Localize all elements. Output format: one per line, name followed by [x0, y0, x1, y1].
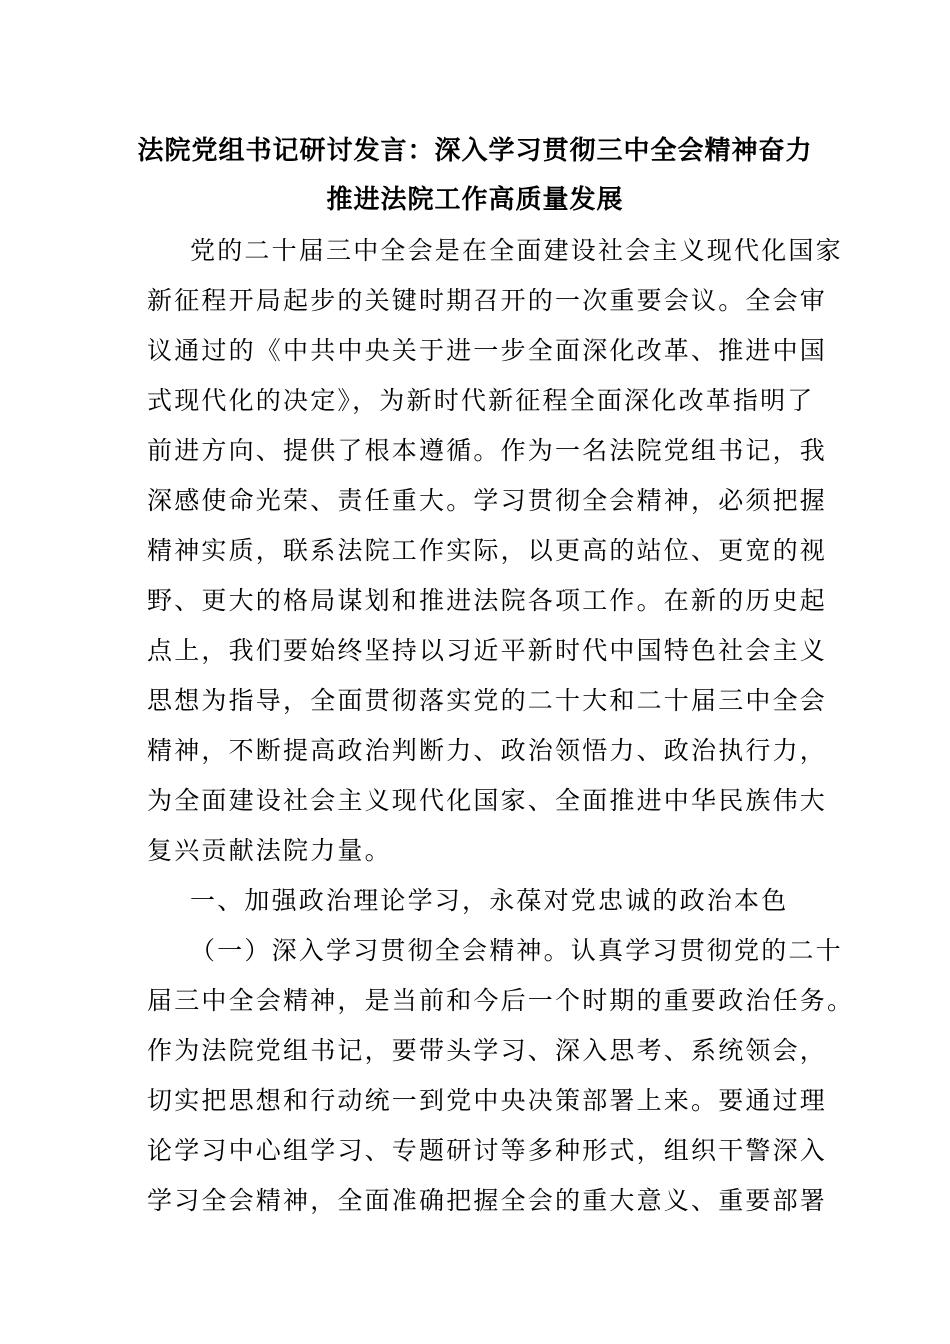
- paragraph-line: 作为法院党组书记，要带头学习、深入思考、系统领会，: [147, 1036, 828, 1065]
- paragraph-line: 式现代化的决定》，为新时代新征程全面深化改革指明了: [147, 386, 815, 415]
- document-title-line-2: 推进法院工作高质量发展: [326, 185, 624, 215]
- paragraph-line: 野、更大的格局谋划和推进法院各项工作。在新的历史起: [147, 586, 828, 615]
- paragraph-line: 精神，不断提高政治判断力、政治领悟力、政治执行力，: [147, 736, 828, 765]
- paragraph-line: 届三中全会精神，是当前和今后一个时期的重要政治任务。: [147, 986, 855, 1015]
- document-title-line-1: 法院党组书记研讨发言：深入学习贯彻三中全会精神奋力: [137, 136, 813, 166]
- paragraph-line: 前进方向、提供了根本遵循。作为一名法院党组书记，我: [147, 436, 828, 465]
- paragraph-line: 切实把思想和行动统一到党中央决策部署上来。要通过理: [147, 1086, 828, 1115]
- paragraph-line: 党的二十届三中全会是在全面建设社会主义现代化国家: [190, 236, 843, 265]
- paragraph-line: 思想为指导，全面贯彻落实党的二十大和二十届三中全会: [147, 686, 828, 715]
- paragraph-line: 学习全会精神，全面准确把握全会的重大意义、重要部署: [147, 1186, 828, 1215]
- paragraph-line: 深感使命光荣、责任重大。学习贯彻全会精神，必须把握: [147, 486, 828, 515]
- paragraph-line: 议通过的《中共中央关于进一步全面深化改革、推进中国: [147, 336, 828, 365]
- paragraph-line: （一）深入学习贯彻全会精神。认真学习贯彻党的二十: [190, 936, 843, 965]
- section-heading: 一、加强政治理论学习，永葆对党忠诚的政治本色: [190, 886, 789, 915]
- paragraph-line: 为全面建设社会主义现代化国家、全面推进中华民族伟大: [147, 786, 828, 815]
- paragraph-line: 复兴贡献法院力量。: [147, 836, 392, 865]
- paragraph-line: 论学习中心组学习、专题研讨等多种形式，组织干警深入: [147, 1136, 828, 1165]
- paragraph-line: 精神实质，联系法院工作实际，以更高的站位、更宽的视: [147, 536, 828, 565]
- paragraph-line: 点上，我们要始终坚持以习近平新时代中国特色社会主义: [147, 636, 828, 665]
- paragraph-line: 新征程开局起步的关键时期召开的一次重要会议。全会审: [147, 286, 828, 315]
